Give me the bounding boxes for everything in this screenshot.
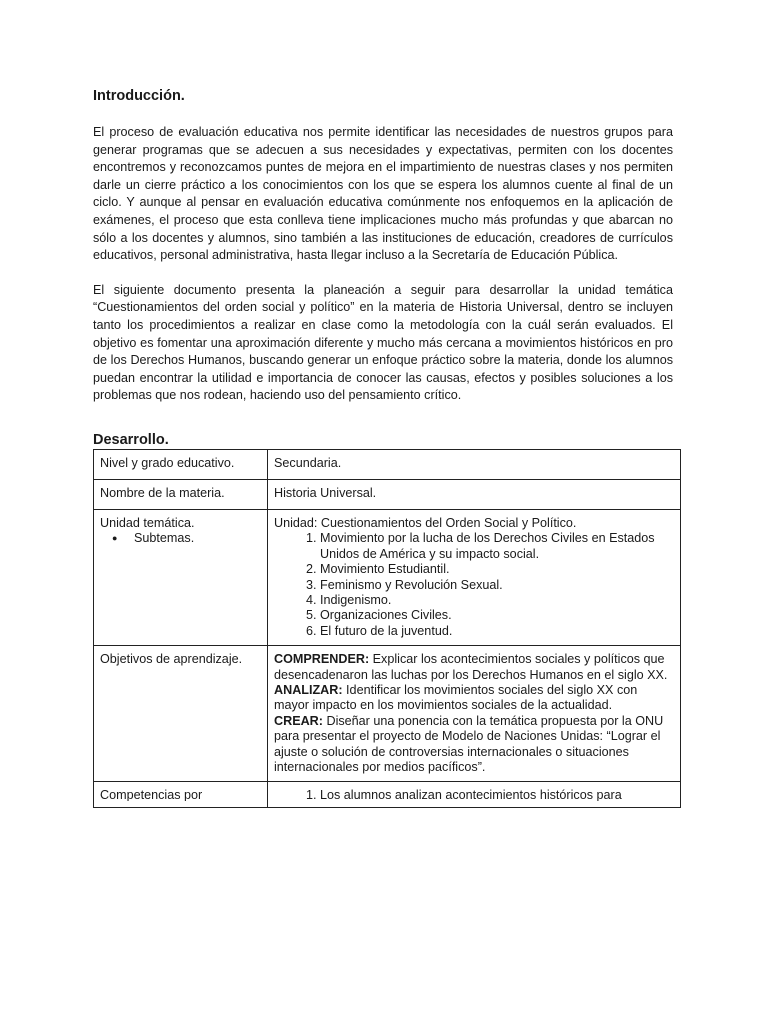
objective-item — [274, 714, 674, 776]
document-page — [93, 86, 673, 808]
table-cell-value — [268, 782, 681, 808]
objective-key: COMPRENDER: — [274, 652, 370, 667]
table-row — [94, 479, 681, 509]
list-item: 6. El futuro de la juventud. — [320, 624, 674, 639]
introduction-paragraph-2: El siguiente documento presenta la planeación a seguir para desarrollar la unidad temática “Cuestionamientos del orden social y político” en la materia de Historia Universal, dentro se incluyen tanto los procedimientos a realizar en clase como la metodología con la cuál serán evaluados. El objetivo es fomentar una aproximación diferente y mucho más cercana a movimientos históricos en pro de los Derechos Humanos, buscando generar un enfoque práctico sobre la materia, donde los alumnos puedan encontrar la utilidad e importancia de conocer las causas, efectos y posibles soluciones a los problemas que nos rodean, haciendo uso del pensamiento crítico. — [93, 282, 673, 403]
table-cell-label — [94, 509, 268, 645]
table-cell-value — [268, 509, 681, 645]
unit-label: Unidad temática. — [100, 515, 195, 530]
table-cell-value: Historia Universal. — [268, 479, 681, 509]
objective-item — [274, 683, 674, 714]
objective-key: ANALIZAR: — [274, 682, 343, 697]
table-cell-label: Nombre de la materia. — [94, 479, 268, 509]
table-row — [94, 646, 681, 782]
list-item: 4. Indigenismo. — [320, 593, 674, 608]
table-row — [94, 782, 681, 808]
introduction-heading: Introducción. — [93, 88, 185, 104]
objective-text: Diseñar una ponencia con la temática propuesta por la ONU para presentar el proyecto de Modelo de Naciones Unidas: “Lograr el ajuste o solución de controversias internacionales o situaciones internacionales por medios pacíficos”. — [274, 713, 664, 774]
table-cell-label — [94, 782, 268, 808]
list-item: 5. Organizaciones Civiles. — [320, 608, 674, 623]
competencies-list-clip — [274, 788, 674, 801]
objective-text: Identificar los movimientos sociales del siglo XX con mayor impacto en los movimientos sociales de la actualidad. — [274, 682, 638, 713]
competencies-list — [274, 788, 674, 801]
objective-text: Explicar los acontecimientos sociales y políticos que desencadenaron las luchas por los Derechos Humanos en el siglo XX. — [274, 652, 668, 682]
unit-text: Unidad: Cuestionamientos del Orden Social y Político. — [274, 515, 577, 530]
objective-key: CREAR: — [274, 713, 323, 728]
list-item: 3. Feminismo y Revolución Sexual. — [320, 578, 674, 593]
table-row — [94, 449, 681, 479]
list-item: 1. Los alumnos analizan acontecimientos históricos para — [320, 788, 674, 801]
competencies-label: Competencias por — [100, 788, 203, 802]
planning-table — [93, 449, 681, 809]
list-item: 2. Movimiento Estudiantil. — [320, 562, 674, 577]
development-heading: Desarrollo. — [93, 431, 169, 448]
table-cell-label: Objetivos de aprendizaje. — [94, 646, 268, 782]
table-cell-value — [268, 646, 681, 782]
subtopics-bullet-list — [100, 531, 261, 546]
objective-item — [274, 652, 674, 683]
subtopic-list — [274, 531, 674, 639]
table-cell-label: Nivel y grado educativo. — [94, 449, 268, 479]
subtopics-bullet: ● Subtemas. — [134, 531, 261, 546]
table-row — [94, 509, 681, 645]
introduction-paragraph-1: El proceso de evaluación educativa nos permite identificar las necesidades de nuestros grupos para generar programas que se adecuen a sus necesidades y expectativas, permiten con los docentes encontremos y reconozcamos puntes de mejora en el impartimiento de nuestras clases y nos permiten darle un cierre práctico a los conocimientos con los que se espera los alumnos cuente al final de un ciclo. Y aunque al pensar en evaluación educativa comúnmente nos enfoquemos en la aplicación de exámenes, el proceso que esta conlleva tiene implicaciones mucho más profundas y que abarcan no sólo a los docentes y alumnos, sino también a las instituciones de educación, creadores de currículos educativos, personal administrativa, hasta llegar incluso a la Secretaría de Educación Pública. — [93, 125, 673, 263]
list-item: 1. Movimiento por la lucha de los Derechos Civiles en Estados Unidos de América y su impacto social. — [320, 531, 674, 562]
table-cell-value: Secundaria. — [268, 449, 681, 479]
